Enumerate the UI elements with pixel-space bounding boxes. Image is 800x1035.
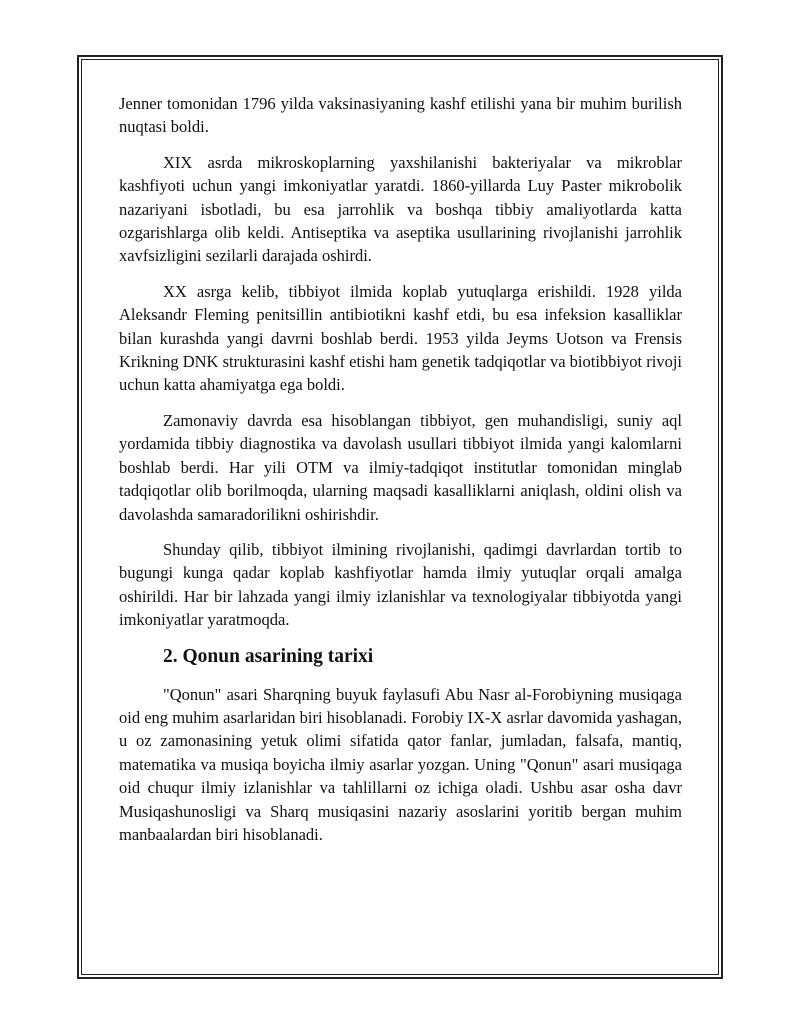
section-heading: 2. Qonun asarining tarixi: [163, 645, 374, 667]
paragraph-modern-era: Zamonaviy davrda esa hisoblangan tibbiyot, gen muhandisligi, suniy aql yordamida tibbiy diagnostika va davolash usullari tibbiyot ilmida yangi kalomlarni boshlab berdi. Har yili OTM va ilmiy-tadqiqot institutlar tomonidan minglab tadqiqotlar olib borilmoqda, ularning maqsadi kasalliklarni aniqlash, oldini olish va davolashda samaradorilikni oshirishdir.: [119, 410, 682, 524]
paragraph-qonun-history: "Qonun" asari Sharqning buyuk faylasufi Abu Nasr al-Forobiyning musiqaga oid eng muhim asarlaridan biri hisoblanadi. Forobiy IX-X asrlar davomida yashagan, u oz zamonasining yetuk olimi sifatida qator fanlar, jumladan, falsafa, mantiq, matematika va musiqa boyicha ilmiy asarlar yozgan. Uning "Qonun" asari musiqaga oid chuqur ilmiy izlanishlar va tahlillarni oz ichiga oladi. Ushbu asar osha davr Musiqashunosligi va Sharq musiqasini nazariy asoslarini yoritib bergan muhim manbaalardan biri hisoblanadi.: [119, 684, 682, 844]
paragraph-xix-century: XIX asrda mikroskoplarning yaxshilanishi bakteriyalar va mikroblar kashfiyoti uchun yangi imkoniyatlar yaratdi. 1860-yillarda Luy Paster mikrobolik nazariyani isbotladi, bu esa jarrohlik va boshqa tibbiy amaliyotlarda katta ozgarishlarga olib keldi. Antiseptika va aseptika usullarining rivojlanishi jarrohlik xavfsizligini sezilarli darajada oshirdi.: [119, 152, 682, 266]
paragraph-xx-century: XX asrga kelib, tibbiyot ilmida koplab yutuqlarga erishildi. 1928 yilda Aleksandr Fleming penitsillin antibiotikni kashf etdi, bu esa infeksion kasalliklar bilan kurashda yangi davrni boshlab berdi. 1953 yilda Jeyms Uotson va Frensis Krikning DNK strukturasini kashf etishi ham genetik tadqiqotlar va biotibbiyot rivoji uchun katta ahamiyatga ega boldi.: [119, 281, 682, 395]
paragraph-continuation: Jenner tomonidan 1796 yilda vaksinasiyaning kashf etilishi yana bir muhim burilish nuqtasi boldi.: [119, 94, 682, 137]
document-body: [119, 92, 682, 858]
paragraph-conclusion: Shunday qilib, tibbiyot ilmining rivojlanishi, qadimgi davrlardan tortib to bugungi kunga qadar koplab kashfiyotlar hamda ilmiy yutuqlar orqali amalga oshirildi. Har bir lahzada yangi ilmiy izlanishlar va texnologiyalar tibbiyotda yangi imkoniyatlar yaratmoqda.: [119, 539, 682, 630]
